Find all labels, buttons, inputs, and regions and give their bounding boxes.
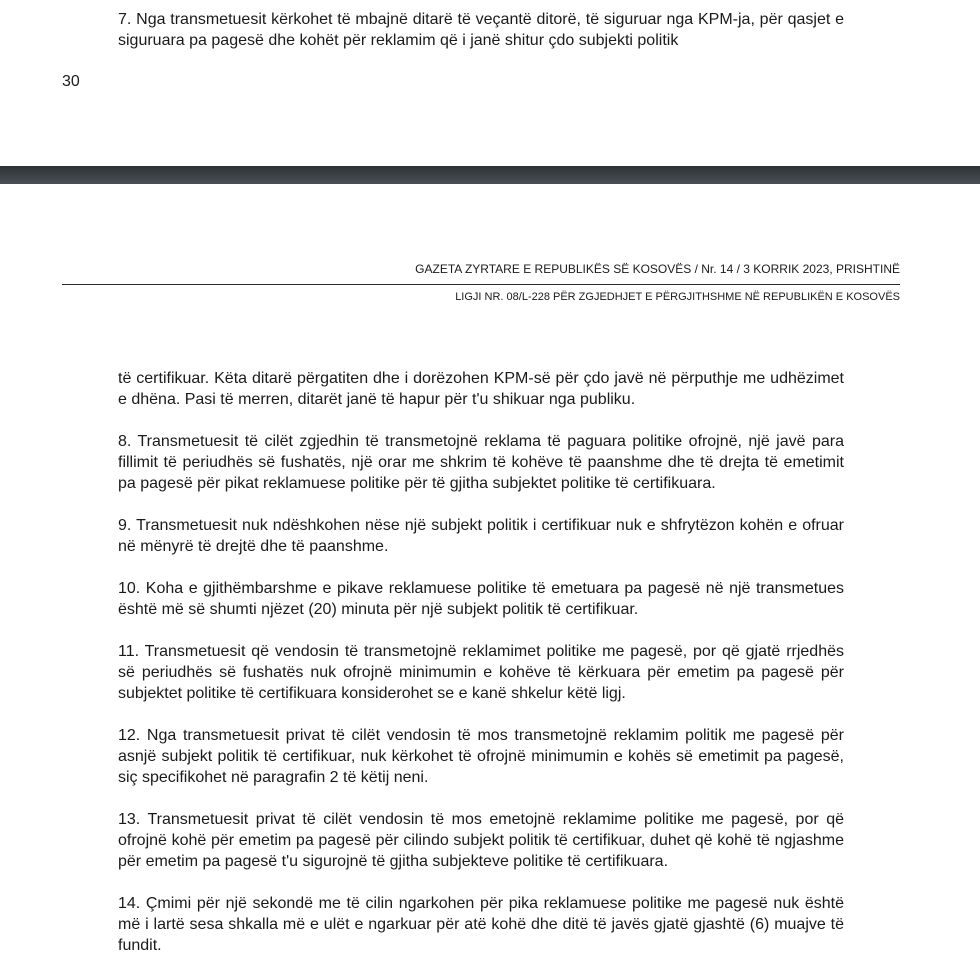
paragraph-14: 14. Çmimi për një sekondë me të cilin ngarkohen për pika reklamuese politike me pagesë nuk është më i lartë sesa shkalla më e ulët e ngarkuar për atë kohë dhe ditë të javës gjatë gjashtë (6) muajve të fundit. — [118, 895, 844, 954]
law-title: LIGJI NR. 08/L-228 PËR ZGJEDHJET E PËRGJITHSHME NË REPUBLIKËN E KOSOVËS — [455, 291, 900, 303]
header-rule — [62, 284, 900, 285]
page-number: 30 — [62, 73, 80, 90]
paragraph-10: 10. Koha e gjithëmbarshme e pikave reklamuese politike të emetuara pa pagesë në një transmetues është më së shumti njëzet (20) minuta për një subjekt politik të certifikuar. — [118, 580, 844, 618]
paragraph-8: 8. Transmetuesit të cilët zgjedhin të transmetojnë reklama të paguara politike ofrojnë, një javë para fillimit të periudhës së fushatës, një orar me shkrim të kohëve të paanshme dhe të drejta të emetimit pa pagesë për pikat reklamuese politike për të gjitha subjektet politike të certifikuara. — [118, 433, 844, 492]
gazette-header: GAZETA ZYRTARE E REPUBLIKËS SË KOSOVËS / Nr. 14 / 3 KORRIK 2023, PRISHTINË — [415, 262, 900, 276]
paragraph-continuation: të certifikuar. Këta ditarë përgatiten dhe i dorëzohen KPM-së për çdo javë në përputhje me udhëzimet e dhëna. Pasi të merren, ditarët janë të hapur për t'u shikuar nga publiku. — [118, 370, 844, 408]
paragraph-9: 9. Transmetuesit nuk ndëshkohen nëse një subjekt politik i certifikuar nuk e shfrytëzon kohën e ofruar në mënyrë të drejtë dhe të paanshme. — [118, 517, 844, 555]
paragraph-11: 11. Transmetuesit që vendosin të transmetojnë reklamimet politike me pagesë, por që gjatë rrjedhës së periudhës së fushatës nuk ofrojnë minimumin e kohëve të kërkuara për emetim pa pagesë për subjektet politike të certifikuara konsiderohet se e kanë shkelur këtë ligj. — [118, 643, 844, 702]
paragraph-7: 7. Nga transmetuesit kërkohet të mbajnë ditarë të veçantë ditorë, të siguruar nga KPM-ja, për qasjet e siguruara pa pagesë dhe kohët për reklamim që i janë shitur çdo subjekti politik — [118, 11, 844, 49]
page-divider — [0, 166, 980, 184]
paragraph-13: 13. Transmetuesit privat të cilët vendosin të mos emetojnë reklamime politike me pagesë, por që ofrojnë kohë për emetim pa pagesë për cilindo subjekt politik të certifikuar, duhet që kohë të ngjashme për emetim pa pagesë t'u sigurojnë të gjitha subjekteve politike të certifikuara. — [118, 811, 844, 870]
paragraph-12: 12. Nga transmetuesit privat të cilët vendosin të mos transmetojnë reklamim politik me pagesë për asnjë subjekt politik të certifikuar, nuk kërkohet të ofrojnë minimumin e kohës së emetimit pa pagesë, siç specifikohet në paragrafin 2 të këtij neni. — [118, 727, 844, 786]
